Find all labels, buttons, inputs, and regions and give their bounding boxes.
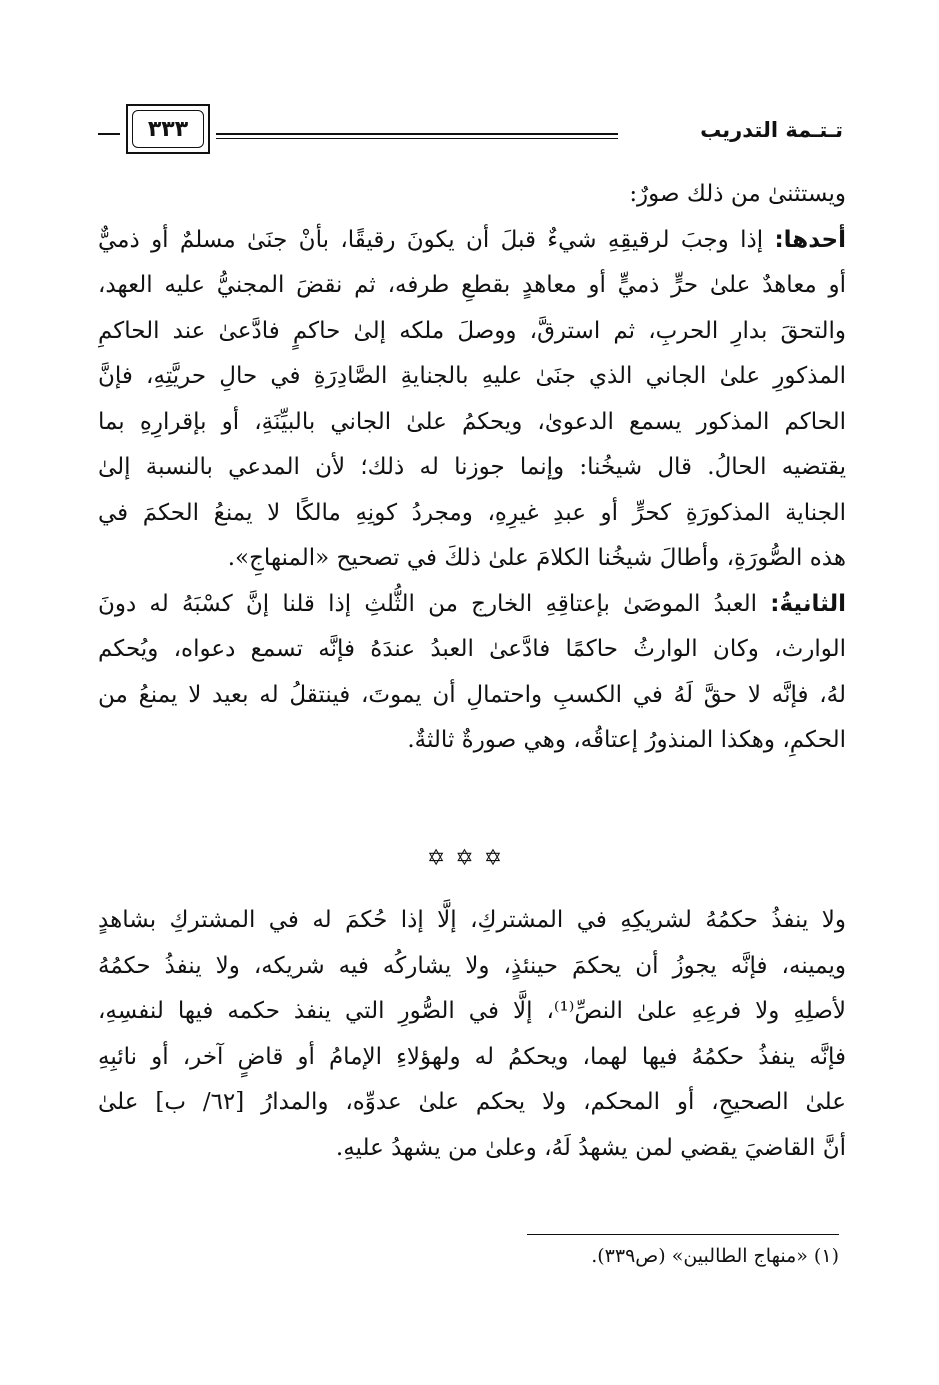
second-label: الثانيةُ: — [770, 590, 846, 617]
second-section-text — [98, 898, 846, 1171]
intro-line: ويستثنىٰ من ذلك صورٌ: — [629, 181, 846, 207]
star-ornament-icon: ✡ — [455, 846, 484, 871]
page-header — [98, 102, 843, 162]
paragraph-line: فإنَّه ينفذُ حكمُهُ فيها لهما، ويحكمُ له ولهؤلاءِ الإمامُ أو قاضٍ آخر، أو نائبِهِ — [98, 1043, 846, 1070]
star-ornament-icon: ✡ — [426, 846, 456, 871]
paragraph-line: أحدها: إذا وجبَ لرقيقِهِ شيءٌ قبلَ أن يكونَ رقيقًا، بأنْ جنَىٰ مسلمٌ أو ذميٌّ — [98, 226, 846, 253]
paragraph-line: الوارث، وكان الوارثُ حاكمًا فادَّعىٰ العبدُ عندَهُ فإنَّه تسمع دعواه، ويُحكم — [98, 636, 846, 662]
paragraph-line: ويمينه، فإنَّه يجوزُ أن يحكمَ حينئذٍ، ولا يشاركُه فيه شريكه، ولا ينفذُ حكمُهُ — [98, 952, 846, 979]
paragraph-line: لهُ، فإنَّه لا حقَّ لَهُ في الكسبِ واحتمالِ أن يموتَ، فينتقلُ له بعيد لا يمنعُ من — [98, 681, 846, 708]
paragraph-line: الحكمِ، وهكذا المنذورُ إعتاقُه، وهي صورةٌ ثالثةٌ. — [407, 727, 846, 753]
footnote-divider — [527, 1234, 839, 1235]
page-number: ٣٣٣ — [132, 110, 204, 148]
first-label: أحدها: — [774, 226, 846, 253]
paragraph-line: المذكورِ علىٰ الجاني الذي جنَىٰ عليهِ بالجنايةِ الصَّادِرَةِ في حالِ حريَّتِهِ، فإنَّ — [98, 363, 846, 389]
paragraph-line: أنَّ القاضيَ يقضي لمن يشهدُ لَهُ، وعلىٰ من يشهدُ عليهِ. — [335, 1134, 846, 1161]
footnote: (١) «منهاج الطالبين» (ص٣٣٩). — [591, 1245, 839, 1267]
paragraph-line: الحاكم المذكور يسمع الدعوىٰ، ويحكمُ علىٰ الجاني بالبيِّنَةِ، أو بإقرارِهِ بما — [98, 408, 846, 435]
paragraph-line: الثانيةُ: العبدُ الموصَىٰ بإعتاقِهِ الخارج من الثُّلثِ إذا قلنا إنَّ كسْبَهُ له دونَ — [98, 590, 846, 617]
star-ornament-icon: ✡ — [483, 846, 513, 871]
page-number-frame — [126, 104, 210, 154]
paragraph-line: والتحقَ بدارِ الحربِ، ثم استرقَّ، ووصلَ ملكه إلىٰ حاكمٍ فادَّعىٰ عند الحاكمِ — [98, 317, 846, 344]
paragraph-line: هذه الصُّورَةِ، وأطالَ شيخُنا الكلامَ علىٰ ذلكَ في تصحيح «المنهاجِ». — [227, 545, 846, 571]
paragraph-line: ولا ينفذُ حكمُهُ لشريكِهِ في المشتركِ، إلَّا إذا حُكمَ له في المشتركِ بشاهدٍ — [98, 907, 846, 933]
running-title: تـتـمة التدريب — [700, 118, 843, 142]
header-rule — [216, 133, 618, 135]
paragraph-line: لأصلِهِ ولا فرعِهِ علىٰ النصِّ⁽¹⁾، إلَّا في الصُّورِ التي ينفذ حكمه فيها لنفسِهِ، — [98, 998, 846, 1024]
paragraph-line: يقتضيه الحالُ. قال شيخُنا: وإنما جوزنا له ذلك؛ لأن المدعي بالنسبة إلىٰ — [98, 454, 846, 480]
paragraph-line: أو معاهدٌ علىٰ حرٍّ ذميٍّ أو معاهدٍ بقطعِ طرفه، ثم نقضَ المجنيُّ عليه العهد، — [98, 272, 846, 298]
section-separator — [0, 846, 939, 871]
header-rule-left — [98, 133, 120, 135]
paragraph-line: علىٰ الصحيحِ، أو المحكم، ولا يحكم علىٰ عدوِّه، والمدارُ [٦٢/ ب] علىٰ — [98, 1089, 846, 1115]
paragraph-line: الجناية المذكورَةِ كحرٍّ أو عبدِ غيرِهِ، ومجردُ كونِهِ مالكًا لا يمنعُ الحكمَ في — [98, 499, 846, 526]
main-text — [98, 172, 846, 764]
